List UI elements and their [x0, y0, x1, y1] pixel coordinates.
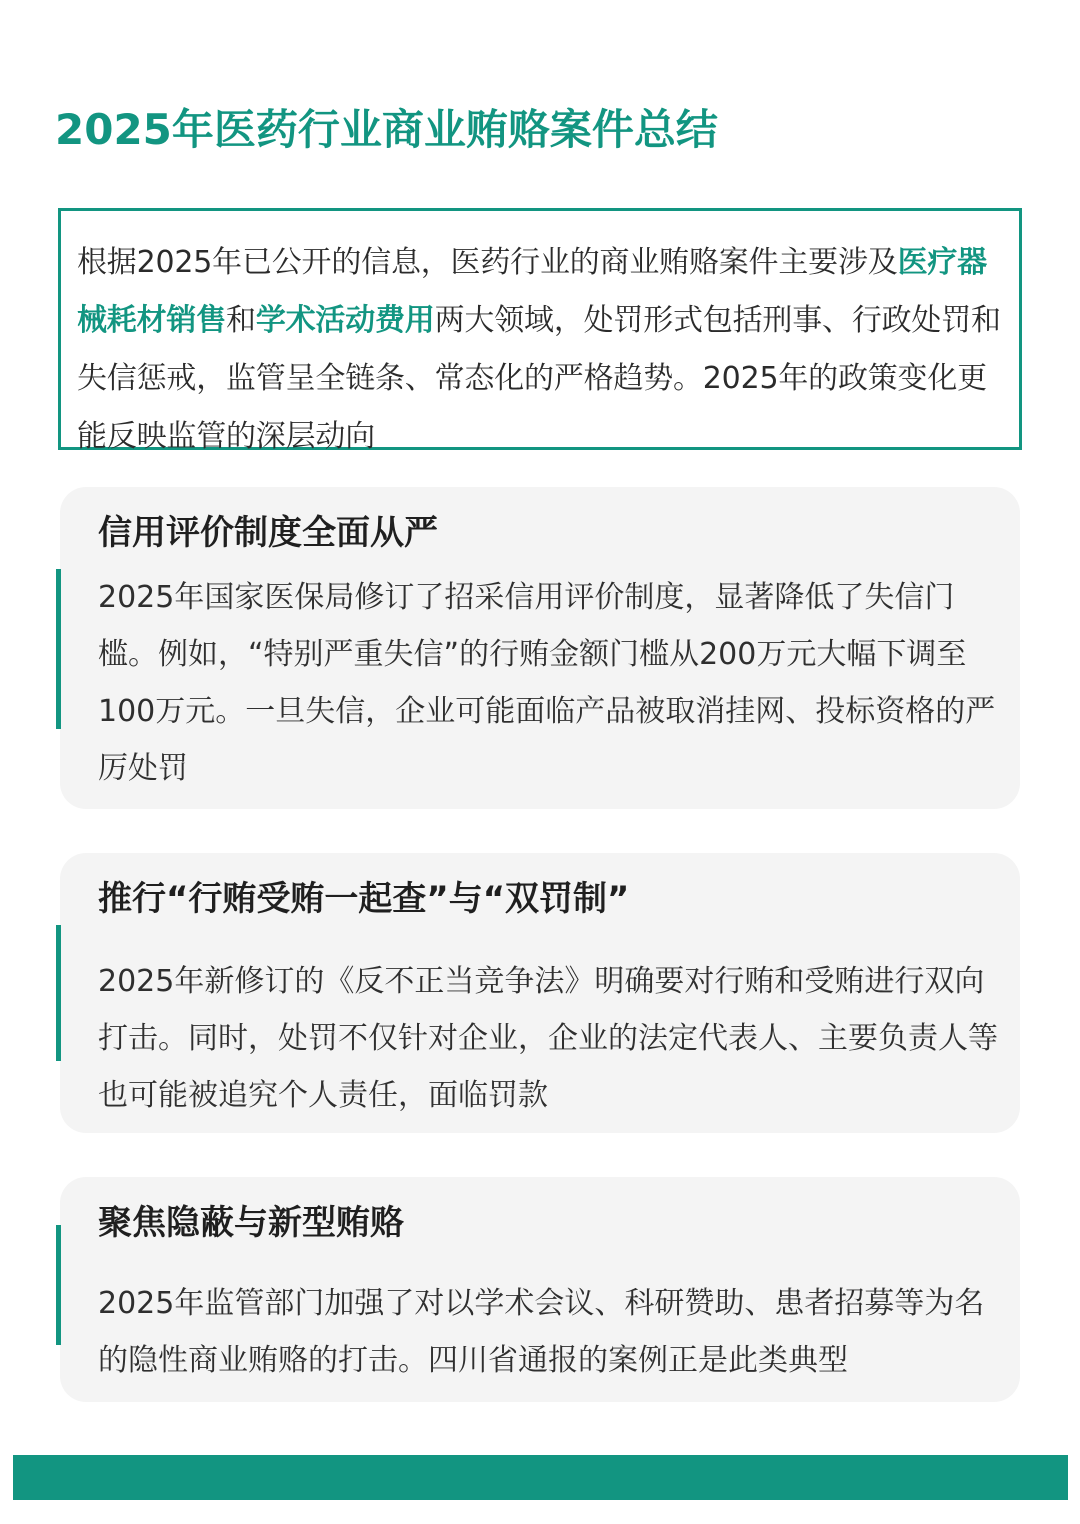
card-accent-bar [56, 925, 61, 1061]
intro-text-3: 两大领域，处罚形式包括刑事、行政处罚和失信惩戒，监管呈全链条、常态化的严格趋势。2025年的政策变化更能反映监管的深层动向 [77, 303, 1001, 454]
card-hidden-bribery [60, 1177, 1020, 1402]
card-body: 2025年国家医保局修订了招采信用评价制度，显著降低了失信门槛。例如，“特别严重失信”的行贿金额门槛从200万元大幅下调至100万元。一旦失信，企业可能面临产品被取消挂网、投标资格的严厉处罚 [98, 580, 996, 786]
intro-highlight-academic-activities: 学术活动费用 [255, 303, 435, 338]
card-title: 聚焦隐蔽与新型贿赂 [98, 1203, 404, 1243]
intro-box [58, 208, 1022, 454]
intro-highlight-medical-devices: 医疗器械耗材销售 [77, 245, 987, 338]
card-dual-penalty [60, 853, 1020, 1133]
card-body: 2025年监管部门加强了对以学术会议、科研赞助、患者招募等为名的隐性商业贿赂的打击。四川省通报的案例正是此类典型 [98, 1286, 985, 1378]
intro-text-1: 根据2025年已公开的信息，医药行业的商业贿赂案件主要涉及 [77, 245, 898, 280]
card-body: 2025年新修订的《反不正当竞争法》明确要对行贿和受贿进行双向打击。同时，处罚不仅针对企业，企业的法定代表人、主要负责人等也可能被追究个人责任，面临罚款 [98, 964, 998, 1113]
card-credit-evaluation [60, 487, 1020, 809]
card-title: 信用评价制度全面从严 [98, 513, 438, 553]
intro-text-2: 和 [226, 303, 256, 338]
page-title: 2025年医药行业商业贿赂案件总结 [55, 105, 718, 154]
footer-band [13, 1455, 1068, 1500]
card-title: 推行“行贿受贿一起查”与“双罚制” [98, 879, 630, 919]
intro-paragraph [77, 234, 1005, 466]
card-accent-bar [56, 1225, 61, 1345]
card-accent-bar [56, 569, 61, 729]
